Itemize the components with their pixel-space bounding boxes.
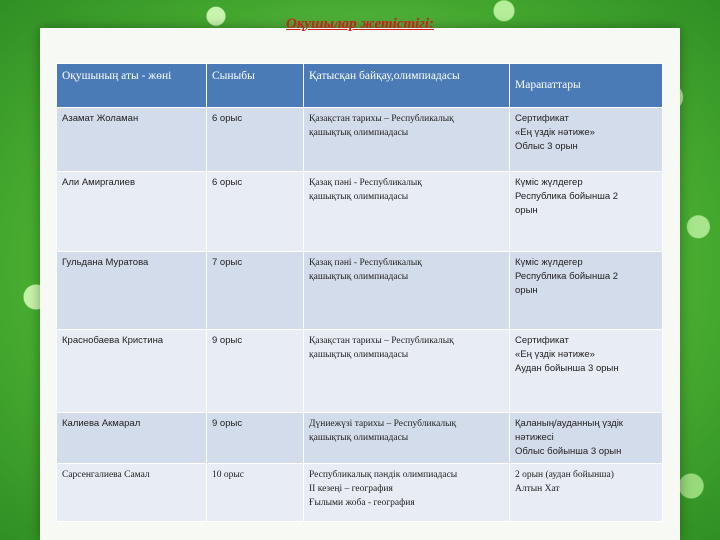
award-line: Республика бойынша 2 — [515, 191, 619, 202]
olympiad-line: Қазақстан тарихы – Республикалық — [309, 114, 454, 124]
award-line: Сертификат — [515, 113, 569, 124]
cell-awards — [510, 252, 663, 330]
cell-awards — [510, 413, 663, 464]
award-line: орын — [515, 205, 538, 216]
table-row — [57, 108, 663, 172]
olympiad-line: Дүниежүзі тарихы – Республикалық — [309, 419, 457, 429]
olympiad-line: Ғылыми жоба - география — [309, 498, 415, 508]
award-line: Күміс жүлдегер — [515, 177, 583, 188]
header-row — [57, 64, 663, 108]
cell-grade: 10 орыс — [207, 464, 304, 522]
table-row — [57, 464, 663, 522]
table-row — [57, 172, 663, 252]
page-title: Оқушылар жетістігі: — [285, 16, 434, 32]
cell-olympiad — [304, 172, 510, 252]
award-line: Аудан бойынша 3 орын — [515, 363, 619, 374]
award-line: Облыс бойынша 3 орын — [515, 446, 622, 457]
olympiad-line: қашықтық олимпиадасы — [309, 192, 409, 202]
award-line: Республика бойынша 2 — [515, 271, 619, 282]
olympiad-line: қашықтық олимпиадасы — [309, 128, 409, 138]
award-line: Сертификат — [515, 335, 569, 346]
award-line: «Ең үздік нәтиже» — [515, 127, 595, 138]
olympiad-line: Республикалық пәндік олимпиадасы — [309, 470, 458, 480]
award-line: Облыс 3 орын — [515, 141, 578, 152]
header-olympiad: Қатысқан байқау,олимпиадасы — [304, 64, 510, 108]
achievements-table — [56, 63, 663, 522]
cell-name: Калиева Акмарал — [57, 413, 207, 464]
award-line: Қаланың/ауданның үздік — [515, 418, 623, 429]
olympiad-line: ІІ кезеңі – география — [309, 484, 393, 494]
olympiad-line: қашықтық олимпиадасы — [309, 350, 409, 360]
cell-grade: 6 орыс — [207, 172, 304, 252]
cell-awards — [510, 464, 663, 522]
header-awards: Марапаттары — [510, 64, 663, 108]
header-student-name: Оқушының аты - жөні — [57, 64, 207, 108]
olympiad-line: Қазақ пәні - Республикалық — [309, 178, 422, 188]
table-row — [57, 330, 663, 413]
cell-name: Гульдана Муратова — [57, 252, 207, 330]
cell-name: Краснобаева Кристина — [57, 330, 207, 413]
olympiad-line: қашықтық олимпиадасы — [309, 272, 409, 282]
award-line: орын — [515, 285, 538, 296]
cell-olympiad — [304, 413, 510, 464]
cell-olympiad — [304, 252, 510, 330]
cell-olympiad — [304, 330, 510, 413]
table-row — [57, 413, 663, 464]
cell-awards — [510, 172, 663, 252]
table-row — [57, 252, 663, 330]
cell-grade: 7 орыс — [207, 252, 304, 330]
cell-name: Азамат Жоламан — [57, 108, 207, 172]
cell-olympiad — [304, 464, 510, 522]
cell-name: Али Амиргалиев — [57, 172, 207, 252]
header-grade: Сыныбы — [207, 64, 304, 108]
award-line: нәтижесі — [515, 432, 554, 443]
cell-grade: 6 орыс — [207, 108, 304, 172]
olympiad-line: Қазақстан тарихы – Республикалық — [309, 336, 454, 346]
award-line: Күміс жүлдегер — [515, 257, 583, 268]
cell-grade: 9 орыс — [207, 413, 304, 464]
award-line: 2 орын (аудан бойынша) — [515, 470, 614, 480]
cell-awards — [510, 330, 663, 413]
cell-awards — [510, 108, 663, 172]
award-line: «Ең үздік нәтиже» — [515, 349, 595, 360]
cell-olympiad — [304, 108, 510, 172]
olympiad-line: Қазақ пәні - Республикалық — [309, 258, 422, 268]
award-line: Алтын Хат — [515, 484, 560, 494]
cell-grade: 9 орыс — [207, 330, 304, 413]
olympiad-line: қашықтық олимпиадасы — [309, 433, 409, 443]
cell-name: Сарсенгалиева Самал — [57, 464, 207, 522]
